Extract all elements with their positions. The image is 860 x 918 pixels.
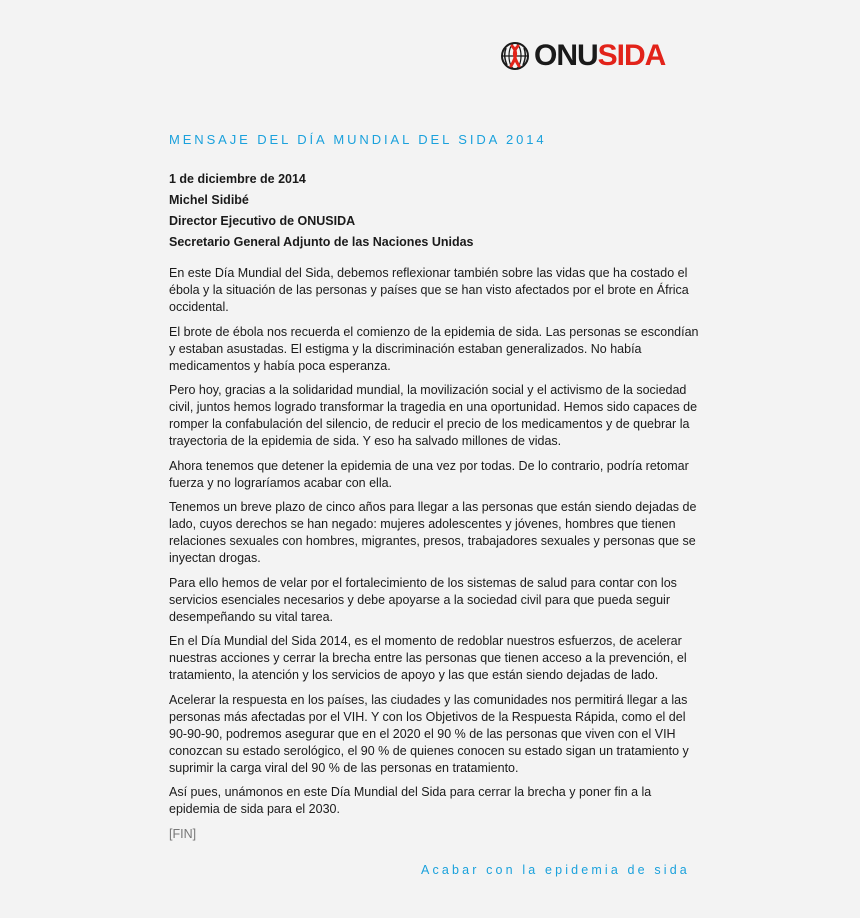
author-name: Michel Sidibé	[169, 193, 249, 207]
message-body	[169, 265, 699, 843]
author-role-2: Secretario General Adjunto de las Naciones Unidas	[169, 235, 474, 249]
paragraph: Pero hoy, gracias a la solidaridad mundial, la movilización social y el activismo de la sociedad civil, juntos hemos logrado transformar la tragedia en una oportunidad. Hemos sido capaces de romper la confabulación del silencio, de reducir el precio de los medicamentos y de quebrar la trayectoria de la epidemia de sida. Y eso ha salvado millones de vidas.	[169, 383, 698, 448]
author-role-1: Director Ejecutivo de ONUSIDA	[169, 214, 356, 228]
paragraph: Así pues, unámonos en este Día Mundial del Sida para cerrar la brecha y poner fin a la epidemia de sida para el 2030.	[169, 785, 652, 816]
paragraph: Acelerar la respuesta en los países, las ciudades y las comunidades nos permitirá llegar a las personas más afectadas por el VIH. Y con los Objetivos de la Respuesta Rápida, como el del 90-90-90, podremos asegurar que en el 2020 el 90 % de las personas que viven con el VIH conozcan su estado serológico, el 90 % de quienes conocen su estado sigan un tratamiento y suprimir la carga viral del 90 % de las personas en tratamiento.	[169, 692, 689, 775]
paragraph: En este Día Mundial del Sida, debemos reflexionar también sobre las vidas que ha costado el ébola y la situación de las personas y países que se han visto afectados por el brote en África occidental.	[169, 266, 689, 314]
document-meta	[169, 169, 474, 253]
document-title: MENSAJE DEL DÍA MUNDIAL DEL SIDA 2014	[169, 132, 547, 147]
ribbon-globe-icon	[500, 41, 530, 71]
paragraph: En el Día Mundial del Sida 2014, es el momento de redoblar nuestros esfuerzos, de acelerar nuestras acciones y cerrar la brecha entre las personas que tienen acceso a la prevención, el tratamiento, la atención y los servicios de apoyo y las que están siendo dejadas de lado.	[169, 634, 687, 682]
onusida-logo	[500, 40, 665, 72]
footer-slogan: Acabar con la epidemia de sida	[421, 863, 690, 877]
paragraph: Tenemos un breve plazo de cinco años para llegar a las personas que están siendo dejadas de lado, cuyos derechos se han negado: mujeres adolescentes y jóvenes, hombres que tienen relaciones sexuales con hombres, migrantes, presos, trabajadores sexuales y personas que se inyectan drogas.	[169, 500, 697, 565]
logo-text-onu: ONU	[534, 39, 598, 72]
logo-text-sida: SIDA	[597, 39, 666, 72]
paragraph: Para ello hemos de velar por el fortalecimiento de los sistemas de salud para contar con los servicios esenciales necesarios y debe apoyarse a la sociedad civil para que pueda seguir desempeñando su vital tarea.	[169, 575, 677, 624]
document-date: 1 de diciembre de 2014	[169, 172, 306, 186]
paragraph: El brote de ébola nos recuerda el comienzo de la epidemia de sida. Las personas se escondían y estaban asustadas. El estigma y la discriminación estaban generalizados. No había medicamentos y había poca esperanza.	[169, 324, 699, 373]
end-marker: [FIN]	[169, 826, 197, 841]
paragraph: Ahora tenemos que detener la epidemia de una vez por todas. De lo contrario, podría retomar fuerza y no lograríamos acabar con ella.	[169, 458, 689, 490]
